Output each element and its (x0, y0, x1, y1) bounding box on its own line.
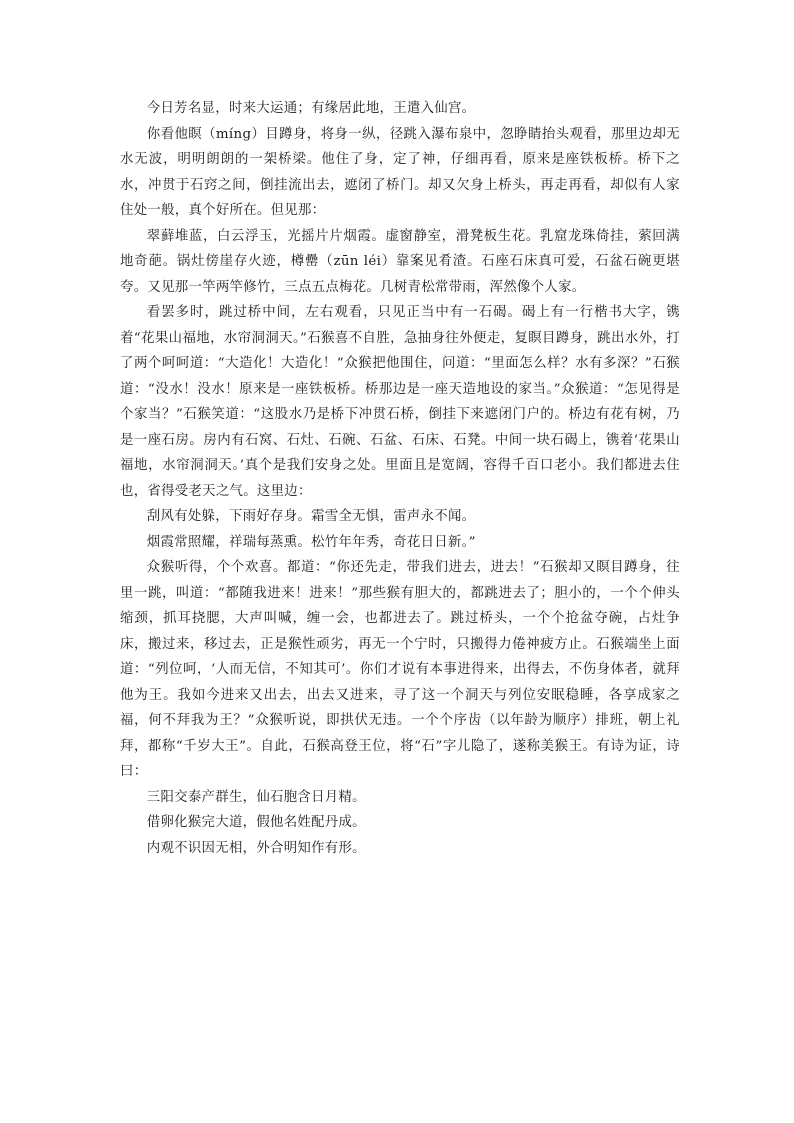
verse-line-mist: 烟霞常照耀，祥瑞每蒸熏。松竹年年秀，奇花日日新。” (146, 534, 476, 550)
paragraph-monkeys-enter: 众猴听得，个个欢喜。都道：“你还先走，带我们进去，进去！”石猴却又瞑目蹲身，往里一跳，叫道：“都随我进来！进来！”那些猴有胆大的，都跳进去了；胆小的，一个个伸头缩颈，抓耳挠腮，大声叫喊，缠一会，也都进去了。跳过桥头，一个个抢盆夺碗，占灶争床，搬过来，移过去，正是猴性顽劣，再无一个宁时，只搬得力倦神疲方止。石猴端坐上面道：“列位呵，‘人而无信，不知其可’。你们才说有本事进得来，出得去，不伤身体者，就拜他为王。我如今进来又出去，出去又进来，寻了这一个洞天与列位安眠稳睡，各享成家之福，何不拜我为王？”众猴听说，即拱伏无违。一个个序齿（以年龄为顺序）排班，朝上礼拜，都称“千岁大王”。自此，石猴高登王位，将“石”字儿隐了，遂称美猴王。有诗为证，诗曰： (120, 560, 680, 779)
paragraph-jump-into-waterfall: 你看他瞑（míng）目蹲身，将身一纵，径跳入瀑布泉中，忽睁睛抬头观看，那里边却无水无波，明明朗朗的一架桥梁。他住了身，定了神，仔细再看，原来是座铁板桥。桥下之水，冲贯于石窍之间，倒挂流出去，遮闭了桥门。却又欠身上桥头，再走再看，却似有人家住处一般，真个好所在。但见那： (120, 126, 680, 218)
paragraph-stone-tablet: 看罢多时，跳过桥中间，左右观看，只见正当中有一石碣。碣上有一行楷书大字，镌着“花果山福地，水帘洞洞天。”石猴喜不自胜，急抽身往外便走，复瞑目蹲身，跳出水外，打了两个呵呵道：“大造化！大造化！”众猴把他围住，问道：“里面怎么样？水有多深？”石猴道：“没水！没水！原来是一座铁板桥。桥那边是一座天造地设的家当。”众猴道：“怎见得是个家当？”石猴笑道：“这股水乃是桥下冲贯石桥，倒挂下来遮闭门户的。桥边有花有树，乃是一座石房。房内有石窝、石灶、石碗、石盆、石床、石凳。中间一块石碣上，镌着‘花果山福地，水帘洞洞天。’真个是我们安身之处。里面且是宽阔，容得千百口老小。我们都进去住也，省得受老天之气。这里边： (120, 305, 680, 499)
document-body (120, 96, 680, 861)
paragraph-verse-intro: 今日芳名显，时来大运通；有缘居此地，王遣入仙宫。 (146, 101, 476, 116)
poem-line-2: 借卵化猴完大道，假他名姓配丹成。 (146, 815, 366, 830)
poem-line-3: 内观不识因无相，外合明知作有形。 (146, 840, 366, 856)
poem-line-1: 三阳交泰产群生，仙石胞含日月精。 (146, 789, 366, 805)
verse-line-shelter: 刮风有处躲，下雨好存身。霜雪全无惧，雷声永不闻。 (146, 509, 476, 524)
paragraph-cave-description: 翠藓堆蓝，白云浮玉，光摇片片烟霞。虚窗静室，滑凳板生花。乳窟龙珠倚挂，萦回满地奇葩。锅灶傍崖存火迹，樽罍（zūn léi）靠案见肴渣。石座石床真可爱，石盆石碗更堪夸。又见那一竿两竿修竹，三点五点梅花。几树青松常带雨，浑然像个人家。 (120, 228, 680, 295)
